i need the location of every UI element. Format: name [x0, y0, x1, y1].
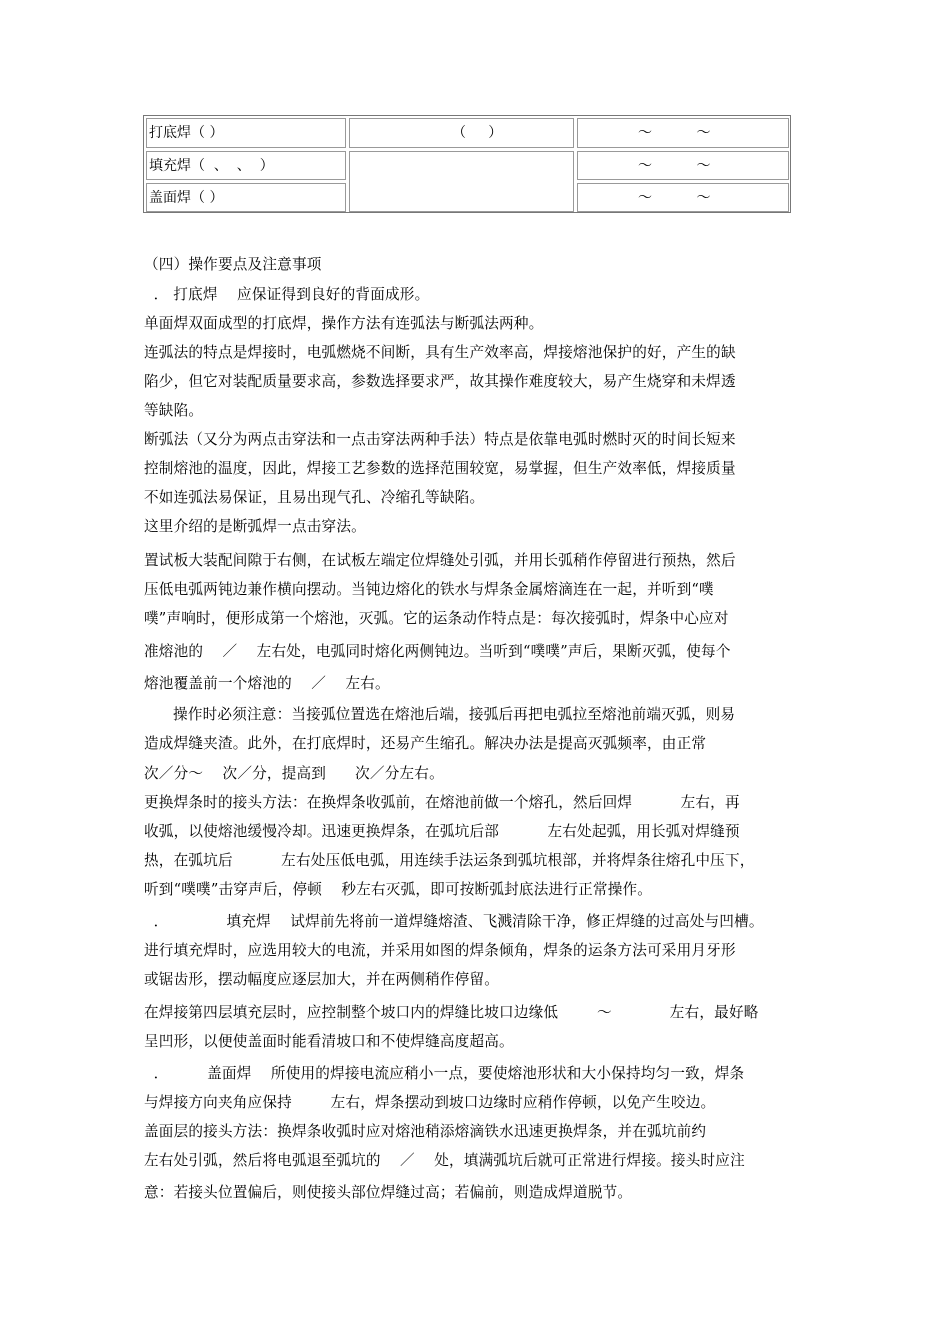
text-line: 次／分～ 次／分，提高到 次／分左右。 [144, 765, 444, 782]
text-line: 左右处引弧，然后将电弧退至弧坑的 ／ 处，填满弧坑后就可正常进行焊接。接头时应注 [144, 1152, 745, 1169]
table-cell-text: （ ） [452, 125, 503, 141]
text-line: 熔池覆盖前一个熔池的 ／ 左右。 [144, 675, 390, 692]
text-line: 陷少，但它对装配质量要求高，参数选择要求严，故其操作难度较大，易产生烧穿和未焊透 [144, 373, 736, 390]
text-line: 造成焊缝夹渣。此外，在打底焊时，还易产生缩孔。解决办法是提高灭弧频率，由正常 [144, 735, 707, 752]
table-cell [577, 118, 789, 148]
text-line: 等缺陷。 [144, 402, 204, 419]
text-line: 听到“噗噗”击穿声后，停顿 秒左右灭弧，即可按断弧封底法进行正常操作。 [144, 881, 653, 898]
table-cell [146, 151, 346, 180]
text-line: 不如连弧法易保证，且易出现气孔、冷缩孔等缺陷。 [144, 489, 485, 506]
text-line: 准熔池的 ／ 左右处，电弧同时熔化两侧钝边。当听到“噗噗”声后，果断灭弧，使每个 [144, 643, 731, 660]
row-label: 打底焊（ ） [149, 125, 224, 141]
table-cell [146, 183, 346, 212]
text-line: 置试板大装配间隙于右侧，在试板左端定位焊缝处引弧，并用长弧稍作停留进行预热，然后 [144, 552, 736, 569]
text-line: 或锯齿形，摆动幅度应逐层加大，并在两侧稍作停留。 [144, 971, 500, 988]
text-line: 单面焊双面成型的打底焊，操作方法有连弧法与断弧法两种。 [144, 315, 544, 332]
text-line: 压低电弧两钝边兼作横向摆动。当钝边熔化的铁水与焊条金属熔滴连在一起，并听到“噗 [144, 581, 714, 598]
text-line: 连弧法的特点是焊接时，电弧燃烧不间断，具有生产效率高，焊接熔池保护的好，产生的缺 [144, 344, 736, 361]
table-cell-merged [349, 151, 574, 212]
row-label: 填充焊（ 、 、 ） [149, 157, 274, 174]
text-line: ． 盖面焊 所使用的焊接电流应稍小一点，要使熔池形状和大小保持均匀一致，焊条 [144, 1065, 745, 1082]
text-line: 更换焊条时的接头方法：在换焊条收弧前，在熔池前做一个熔孔，然后回焊 左右，再 [144, 794, 740, 811]
text-line: 呈凹形，以便使盖面时能看清坡口和不使焊缝高度超高。 [144, 1033, 514, 1050]
text-line: 这里介绍的是断弧焊一点击穿法。 [144, 518, 366, 535]
table-cell [349, 118, 574, 148]
text-line: 控制熔池的温度，因此，焊接工艺参数的选择范围较宽，易掌握，但生产效率低，焊接质量 [144, 460, 736, 477]
row-label: 盖面焊（ ） [149, 189, 224, 206]
text-line: ． 打底焊 应保证得到良好的背面成形。 [144, 286, 430, 303]
text-line: 盖面层的接头方法：换焊条收弧时应对熔池稍添熔滴铁水迅速更换焊条，并在弧坑前约 [144, 1123, 707, 1140]
text-line: 收弧，以使熔池缓慢冷却。迅速更换焊条，在弧坑后部 左右处起弧，用长弧对焊缝预 [144, 823, 740, 840]
table-cell [146, 118, 346, 148]
text-line: 噗”声响时，便形成第一个熔池，灭弧。它的运条动作特点是：每次接弧时，焊条中心应对 [144, 610, 729, 627]
text-line: 与焊接方向夹角应保持 左右，焊条摆动到坡口边缘时应稍作停顿，以免产生咬边。 [144, 1094, 716, 1111]
section-heading: （四）操作要点及注意事项 [144, 256, 322, 273]
table-cell-text: ～ ～ [638, 157, 711, 174]
text-line: 操作时必须注意：当接弧位置选在熔池后端，接弧后再把电弧拉至熔池前端灭弧，则易 [144, 706, 736, 723]
table-cell [577, 151, 789, 180]
text-line: 热，在弧坑后 左右处压低电弧，用连续手法运条到弧坑根部，并将焊条往熔孔中压下， [144, 852, 755, 869]
table-cell-text: ～ ～ [638, 125, 711, 141]
text-line: 在焊接第四层填充层时，应控制整个坡口内的焊缝比坡口边缘低 ～ 左右，最好略 [144, 1004, 759, 1021]
text-line: ． 填充焊 试焊前先将前一道焊缝熔渣、飞溅清除干净，修正焊缝的过高处与凹槽。 [144, 913, 764, 930]
table-cell-text: ～ ～ [638, 189, 711, 206]
table-cell [577, 183, 789, 212]
text-line: 断弧法（又分为两点击穿法和一点击穿法两种手法）特点是依靠电弧时燃时灭的时间长短来 [144, 431, 736, 448]
text-line: 进行填充焊时，应选用较大的电流，并采用如图的焊条倾角，焊条的运条方法可采用月牙形 [144, 942, 736, 959]
welding-parameter-table [143, 115, 791, 213]
text-line: 意：若接头位置偏后，则使接头部位焊缝过高；若偏前，则造成焊道脱节。 [144, 1184, 633, 1201]
